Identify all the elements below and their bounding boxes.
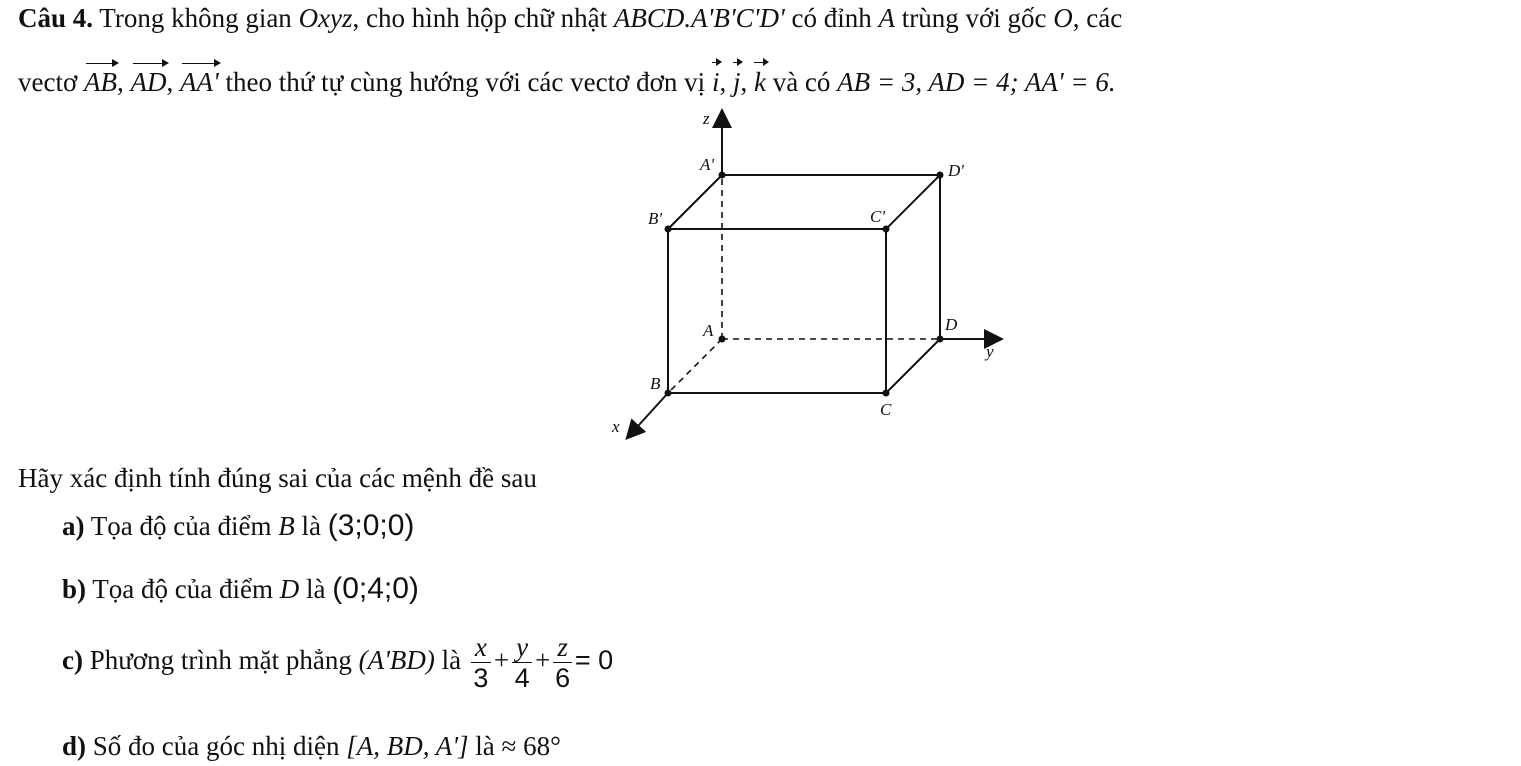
point-b — [665, 390, 672, 397]
label-y: y — [986, 342, 994, 361]
statement-a: a) Tọa độ của điểm B là (3;0;0) — [62, 509, 415, 542]
prompt-text: Hãy xác định tính đúng sai của các mệnh đề sau — [18, 463, 537, 493]
statement-c: c) Phương trình mặt phẳng (A'BD) là $\frac{x}{3}$ + $\frac{y}{4}$ + $\frac{z}{6}$ = 0 — [62, 632, 614, 694]
edge-a1-b1 — [668, 175, 722, 229]
label-c: C — [880, 400, 892, 419]
fraction-y: $\frac{y}{4}$ — [512, 632, 532, 693]
unit-vector-j: j — [733, 62, 741, 98]
x-axis — [628, 393, 668, 437]
label-d1: D' — [948, 161, 964, 180]
label-b: B — [650, 374, 661, 393]
question-line-2: vectơ AB, AD, AA' theo thứ tự cùng hướng với các vectơ đơn vị i, j, k và có AB = 3, AD = 4; AA' = 6. — [18, 62, 1116, 98]
coord-b: (3;0;0) — [327, 509, 415, 542]
fraction-z: $\frac{z}{6}$ — [555, 632, 571, 694]
edge-lengths: AB = 3, AD = 4; AA' = 6. — [837, 67, 1116, 97]
edge-d1-c1 — [886, 175, 940, 229]
label-a: A — [703, 321, 714, 340]
statement-d: d) Số đo của góc nhị diện [A, BD, A'] là ≈ 68° — [62, 731, 561, 761]
label-a1: A' — [700, 155, 715, 174]
fraction-x: $\frac{x}{3}$ — [471, 632, 491, 693]
label-x: x — [612, 417, 620, 436]
angle-value: ≈ 68° — [501, 731, 561, 761]
question-number: Câu 4. — [18, 3, 94, 33]
label-d: D — [945, 315, 958, 334]
point-c1 — [883, 226, 890, 233]
edge-c-d — [886, 339, 940, 393]
vector-ab: AB — [84, 67, 117, 97]
vector-aa: AA' — [180, 67, 219, 97]
point-b1 — [665, 226, 672, 233]
point-a — [719, 336, 726, 343]
point-c — [883, 390, 890, 397]
label-b1: B' — [648, 209, 663, 228]
vector-ad: AD — [130, 67, 167, 97]
coord-d: (0;4;0) — [332, 572, 419, 605]
label-c1: C' — [870, 207, 885, 226]
point-d1 — [937, 172, 944, 179]
point-a1 — [719, 172, 726, 179]
box-name: ABCD.A'B'C'D' — [613, 3, 785, 33]
statement-b: b) Tọa độ của điểm D là (0;4;0) — [62, 572, 419, 605]
point-d — [937, 336, 944, 343]
edge-a-b-hidden — [668, 339, 722, 393]
unit-vector-i: i — [712, 62, 720, 98]
unit-vector-k: k — [754, 62, 766, 98]
question-line-1: Câu 4. Trong không gian Oxyz, cho hình hộp chữ nhật ABCD.A'B'C'D' có đỉnh A trùng với gốc O, các — [18, 3, 1123, 33]
label-z: z — [703, 109, 710, 128]
